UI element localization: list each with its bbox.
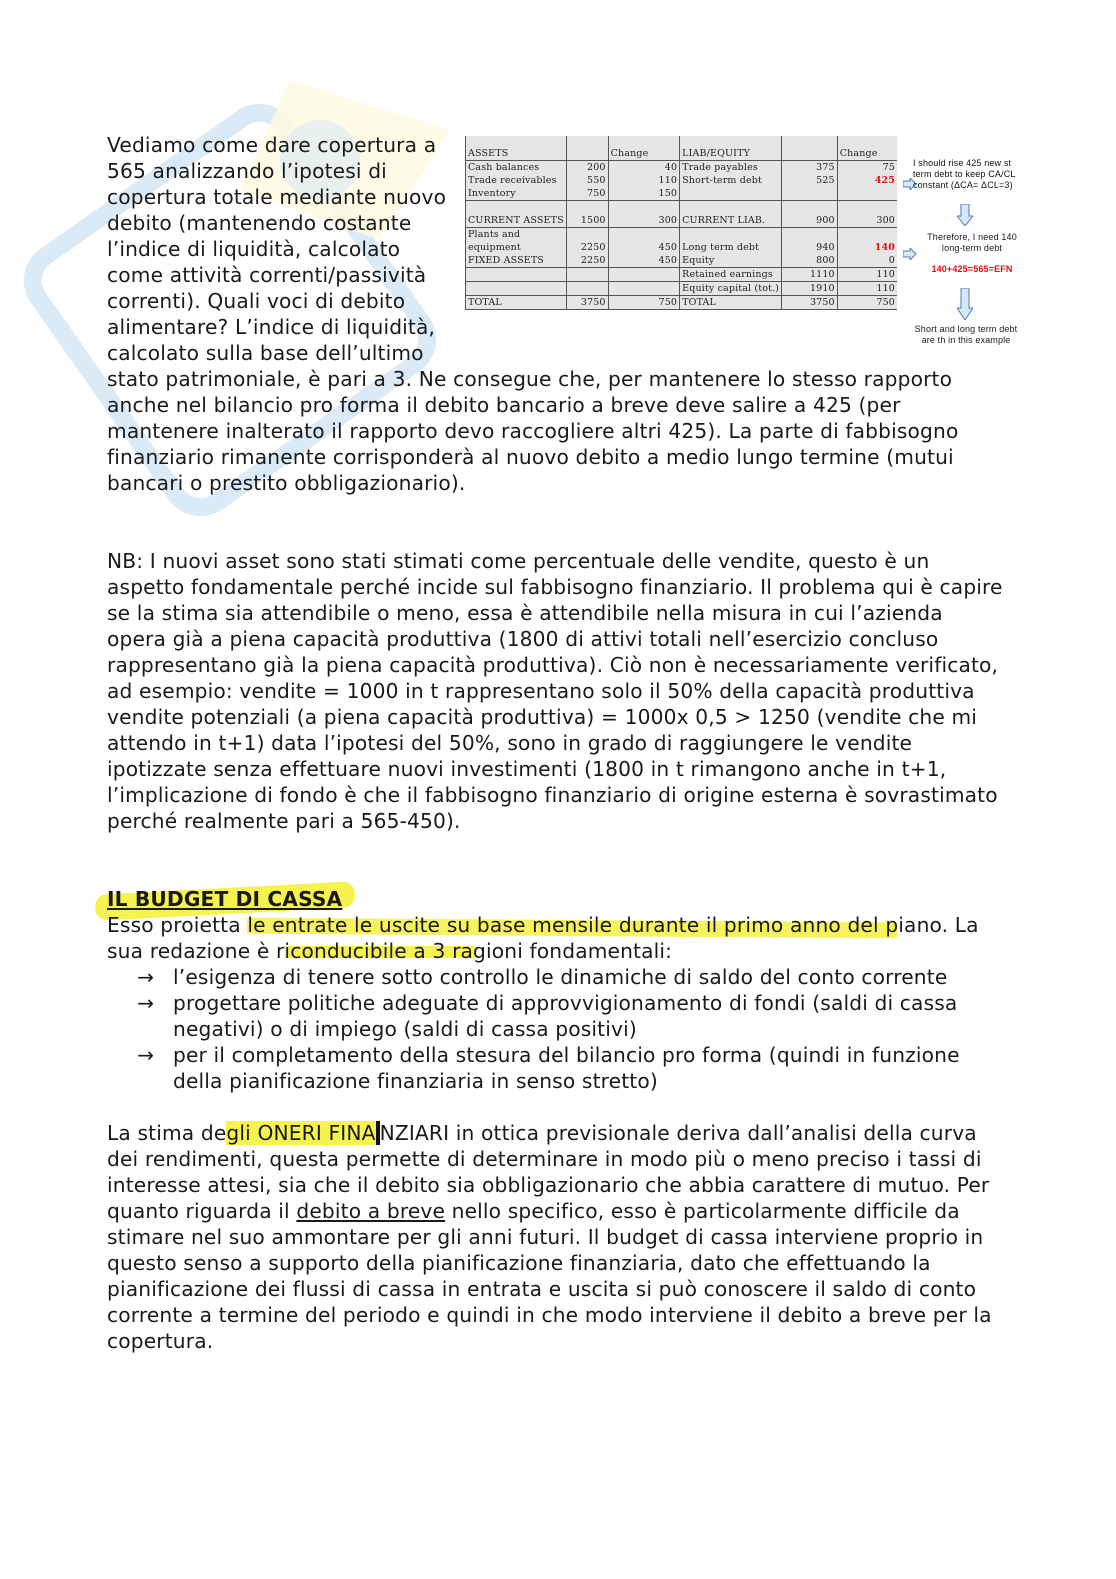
arrow-down-icon (957, 288, 973, 320)
reasons-list (107, 964, 1007, 1094)
table-total-row: TOTAL 3750 750 TOTAL 3750 750 (466, 296, 898, 310)
arrow-bullet-icon: → (137, 1043, 155, 1067)
figure-annotations (903, 132, 1025, 354)
table-row: CURRENT ASSETS 1500 300 CURRENT LIAB. 900 300 (466, 214, 898, 228)
table-row: Equity capital (tot.) 1910 110 (466, 282, 898, 296)
table-row: Trade receivables 550 110 Short-term debt 525 425 (466, 174, 898, 187)
section-heading: IL BUDGET DI CASSA (107, 886, 342, 912)
underlined-text: debito a breve (296, 1199, 446, 1223)
note-short-term-debt: I should rise 425 new st term debt to keep CA/CL constant (ΔCA= ΔCL=3) (913, 158, 1016, 190)
header-liab-equity: LIAB/EQUITY (680, 136, 782, 161)
paragraph-oneri: La stima degli ONERI FINA NZIARI in ottica previsionale deriva dall’analisi della curva dei rendimenti, questa permette di determinare in modo più o meno preciso i tassi di interesse attesi, sia che il debito sia obbligazionario che abbia carattere di mutuo. Per quanto riguarda il debito a breve nello specifico, esso è particolarmente difficile da stimare nel suo ammontare per gli anni futuri. Il budget di cassa interviene proprio in questo senso a supporto della pianificazione finanziaria, dato che effettuando la pianificazione dei flussi di cassa in entrata e uscita si può conoscere il saldo di conto corrente a termine del periodo e quindi in che modo interviene il debito a breve per la copertura. (107, 1121, 992, 1353)
arrow-bullet-icon: → (137, 965, 155, 989)
table-row: equipment 2250 450 Long term debt 940 140 (466, 241, 898, 254)
paragraph-nb: NB: I nuovi asset sono stati stimati come percentuale delle vendite, questo è un aspetto fondamentale perché incide sul fabbisogno finanziario. Il problema qui è capire se la stima sia attendibile o meno, essa è attendibile nella misura in cui l’azienda opera già a piena capacità produttiva (1800 di attivi totali nell’esercizio concluso rappresentano già la piena capacità produttiva). Ciò non è necessariamente verificato, ad esempio: vendite = 1000 in t rappresentano solo il 50% della capacità produttiva vendite potenziali (a piena capacità produttiva) = 1000x 0,5 > 1250 (vendite che mi attendo in t+1) data l’ipotesi del 50%, sono in grado di raggiungere le vendite ipotizzate senza effettuare nuovi investimenti (1800 in t rimangono anche in t+1, l’implicazione di fondo è che il fabbisogno finanziario di origine esterna è sovrastimato perché realmente pari a 565-450). (107, 549, 1003, 833)
arrow-right-icon (903, 248, 917, 260)
arrow-bullet-icon: → (137, 991, 155, 1015)
table-row (466, 201, 898, 215)
document-page (107, 132, 1018, 1354)
table-header-row (466, 136, 898, 161)
table-row: Inventory 750 150 (466, 187, 898, 201)
section-budget (107, 886, 1007, 1094)
balance-sheet-figure (465, 132, 1025, 354)
highlighted-text: gli ONERI FINA (226, 1121, 376, 1145)
balance-sheet-table (465, 136, 897, 310)
long-term-debt-change: 140 (837, 241, 897, 254)
table-row: FIXED ASSETS 2250 450 Equity 800 0 (466, 254, 898, 268)
header-change: Change (837, 136, 897, 161)
list-item: → progettare politiche adeguate di approvvigionamento di fondi (saldi di cassa negativi) o di impiego (saldi di cassa positivi) (137, 991, 958, 1041)
table-row: Retained earnings 1110 110 (466, 268, 898, 282)
note-conclusion: Short and long term debt are th in this example (914, 324, 1018, 345)
header-change: Change (608, 136, 680, 161)
list-item: → l’esigenza di tenere sotto controllo le dinamiche di saldo del conto corrente (137, 965, 948, 989)
arrow-down-icon (957, 204, 973, 226)
header-assets: ASSETS (466, 136, 567, 161)
short-term-debt-change: 425 (837, 174, 897, 187)
table-row: Cash balances 200 40 Trade payables 375 75 (466, 161, 898, 175)
note-long-term-debt: Therefore, I need 140 long-term debt 140+425=565=EFN (919, 232, 1025, 275)
list-item: → per il completamento della stesura del bilancio pro forma (quindi in funzione della pianificazione finanziaria in senso stretto) (137, 1043, 960, 1093)
efn-formula: 140+425=565=EFN (931, 264, 1013, 274)
paragraph-budget: Esso proietta le entrate le uscite su base mensile durante il primo anno del piano. La sua redazione è riconducibile a 3 ragioni fondamentali: (107, 913, 979, 963)
paragraph-intro: Vediamo come dare copertura a 565 analizzando l’ipotesi di copertura totale mediante nuovo debito (mantenendo costante l’indice di liquidità, calcolato come attività correnti/passività correnti). Quali voci di debito alimentare? L’indice di liquidità, calcolato sulla base dell’ultimo stato patrimoniale, è pari a 3. Ne consegue che, per mantenere lo stesso rapporto anche nel bilancio pro forma il debito bancario a breve deve salire a 425 (per mantenere inalterato il rapporto devo raccogliere altri 425). La parte di fabbisogno finanziario rimanente corrisponderà al nuovo debito a medio lungo termine (mutui bancari o prestito obbligazionario). (107, 133, 959, 495)
table-row: Plants and (466, 228, 898, 242)
